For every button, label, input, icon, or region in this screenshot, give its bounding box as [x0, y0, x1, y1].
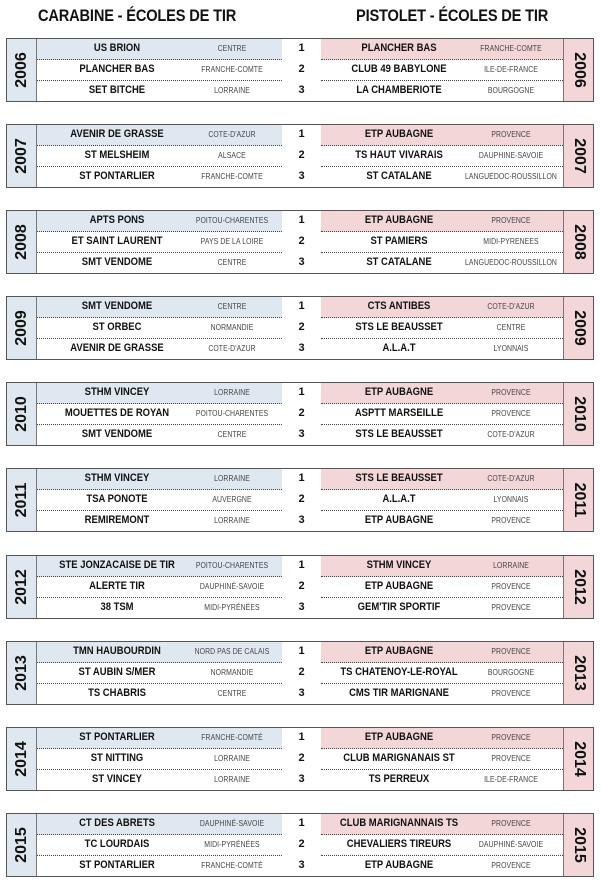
- carabine-region: LORRAINE: [214, 474, 250, 483]
- result-row: [37, 125, 563, 146]
- year-text: 2009: [12, 310, 30, 346]
- result-row: [37, 60, 563, 81]
- pistolet-club: ETP AUBAGNE: [364, 580, 434, 592]
- carabine-region: MIDI-PYRÉNÉES: [204, 603, 260, 612]
- year-text: 2013: [570, 655, 588, 691]
- year-label-left: [7, 125, 37, 187]
- pistolet-region: ILE-DE-FRANCE: [484, 65, 538, 74]
- pistolet-club: CHEVALIERS TIREURS: [346, 838, 452, 850]
- year-label-right: [563, 814, 593, 876]
- pistolet-entry: [321, 663, 565, 684]
- result-row: [37, 663, 563, 684]
- pistolet-region: PROVENCE: [491, 861, 531, 870]
- result-row: [37, 490, 563, 511]
- carabine-region: CENTRE: [217, 689, 247, 698]
- carabine-club: PLANCHER BAS: [79, 63, 155, 75]
- rank-number: 2: [298, 235, 305, 247]
- pistolet-club: ETP AUBAGNE: [364, 731, 434, 743]
- column-headers: [0, 6, 601, 32]
- result-row: [37, 211, 563, 232]
- year-label-right: [563, 469, 593, 531]
- carabine-entry: [37, 383, 282, 404]
- year-text: 2011: [12, 482, 30, 518]
- carabine-region: FRANCHE-COMTE: [201, 65, 263, 74]
- result-row: [37, 383, 563, 404]
- pistolet-region: FRANCHE-COMTE: [480, 44, 542, 53]
- pistolet-region: COTE-D'AZUR: [487, 430, 535, 439]
- pistolet-club: CLUB MARIGNANNAIS TS: [339, 817, 459, 829]
- carabine-region: NORMANDIE: [210, 323, 254, 332]
- pistolet-region: LANGUEDOC-ROUSSILLON: [465, 258, 557, 267]
- carabine-entry: [37, 60, 282, 81]
- carabine-club: STHM VINCEY: [84, 472, 150, 484]
- pistolet-region: PROVENCE: [491, 582, 531, 591]
- year-label-left: [7, 642, 37, 704]
- rank-number: 1: [298, 645, 305, 657]
- carabine-club: SMT VENDOME: [81, 256, 153, 268]
- result-row: [37, 81, 563, 102]
- carabine-club: ST VINCEY: [92, 773, 142, 785]
- pistolet-club: A.L.A.T: [382, 493, 416, 505]
- carabine-region: LORRAINE: [214, 516, 250, 525]
- carabine-club: MOUETTES DE ROYAN: [64, 407, 170, 419]
- carabine-club: TMN HAUBOURDIN: [73, 645, 161, 657]
- result-row: [37, 814, 563, 835]
- carabine-entry: [37, 425, 282, 446]
- pistolet-entry: [321, 835, 565, 856]
- pistolet-club: GEM'TIR SPORTIF: [357, 601, 441, 613]
- rank-number: 1: [298, 472, 305, 484]
- result-row: [37, 577, 563, 598]
- year-block: [6, 555, 594, 619]
- rank-number: 3: [298, 256, 305, 268]
- year-label-right: [563, 642, 593, 704]
- pistolet-club: STHM VINCEY: [366, 559, 432, 571]
- year-label-left: [7, 211, 37, 273]
- pistolet-region: PROVENCE: [491, 603, 531, 612]
- year-block: [6, 124, 594, 188]
- pistolet-region: LORRAINE: [493, 561, 529, 570]
- carabine-entry: [37, 835, 282, 856]
- result-row: [37, 232, 563, 253]
- pistolet-entry: [321, 577, 565, 598]
- result-row: [37, 297, 563, 318]
- carabine-club: TSA PONOTE: [86, 493, 148, 505]
- carabine-club: SET BITCHE: [88, 84, 146, 96]
- year-text: 2007: [12, 138, 30, 174]
- result-row: [37, 598, 563, 619]
- rank-number: 2: [298, 838, 305, 850]
- carabine-entry: [37, 318, 282, 339]
- carabine-entry: [37, 511, 282, 532]
- pistolet-entry: [321, 81, 565, 102]
- rank-number: 3: [298, 428, 305, 440]
- year-label-left: [7, 556, 37, 618]
- pistolet-entry: [321, 425, 565, 446]
- pistolet-club: ETP AUBAGNE: [364, 386, 434, 398]
- pistolet-entry: [321, 125, 565, 146]
- rank-number: 1: [298, 817, 305, 829]
- year-block: [6, 382, 594, 446]
- carabine-region: LORRAINE: [214, 388, 250, 397]
- carabine-entry: [37, 39, 282, 60]
- carabine-club: ALERTE TIR: [89, 580, 145, 592]
- pistolet-entry: [321, 211, 565, 232]
- pistolet-club: TS CHATENOY-LE-ROYAL: [340, 666, 458, 678]
- pistolet-entry: [321, 684, 565, 705]
- rank-number: 3: [298, 170, 305, 182]
- pistolet-entry: [321, 642, 565, 663]
- pistolet-region: PROVENCE: [491, 516, 531, 525]
- pistolet-region: PROVENCE: [491, 689, 531, 698]
- rank-number: 2: [298, 321, 305, 333]
- carabine-club: SMT VENDOME: [81, 300, 153, 312]
- result-row: [37, 856, 563, 877]
- pistolet-entry: [321, 728, 565, 749]
- pistolet-club: STS LE BEAUSSET: [355, 428, 443, 440]
- year-label-left: [7, 297, 37, 359]
- rank-number: 2: [298, 493, 305, 505]
- carabine-region: NORMANDIE: [210, 668, 254, 677]
- year-block: [6, 38, 594, 102]
- rank-number: 3: [298, 601, 305, 613]
- rank-number: 2: [298, 752, 305, 764]
- pistolet-entry: [321, 339, 565, 360]
- pistolet-entry: [321, 404, 565, 425]
- year-text: 2009: [570, 310, 588, 346]
- pistolet-entry: [321, 383, 565, 404]
- rank-number: 3: [298, 342, 305, 354]
- pistolet-entry: [321, 60, 565, 81]
- pistolet-club: ETP AUBAGNE: [364, 128, 434, 140]
- carabine-entry: [37, 146, 282, 167]
- year-text: 2015: [570, 827, 588, 863]
- carabine-entry: [37, 856, 282, 877]
- carabine-entry: [37, 598, 282, 619]
- carabine-club: ST ORBEC: [92, 321, 142, 333]
- result-row: [37, 728, 563, 749]
- carabine-region: PAYS DE LA LOIRE: [200, 237, 264, 246]
- carabine-entry: [37, 253, 282, 274]
- year-block: [6, 641, 594, 705]
- result-row: [37, 339, 563, 360]
- rank-number: 3: [298, 514, 305, 526]
- carabine-region: CENTRE: [217, 258, 247, 267]
- pistolet-entry: [321, 232, 565, 253]
- carabine-region: CENTRE: [217, 430, 247, 439]
- pistolet-region: PROVENCE: [491, 216, 531, 225]
- pistolet-region: BOURGOGNE: [487, 86, 535, 95]
- pistolet-region: PROVENCE: [491, 647, 531, 656]
- carabine-entry: [37, 814, 282, 835]
- result-row: [37, 425, 563, 446]
- carabine-club: ST PONTARLIER: [79, 170, 155, 182]
- year-text: 2012: [570, 569, 588, 605]
- carabine-entry: [37, 125, 282, 146]
- year-label-right: [563, 383, 593, 445]
- year-text: 2008: [570, 224, 588, 260]
- rank-number: 2: [298, 149, 305, 161]
- year-block: [6, 813, 594, 877]
- result-row: [37, 511, 563, 532]
- pistolet-club: CMS TIR MARIGNANE: [349, 687, 449, 699]
- pistolet-club: ST PAMIERS: [370, 235, 428, 247]
- pistolet-club: ETP AUBAGNE: [364, 645, 434, 657]
- pistolet-region: MIDI-PYRENEES: [483, 237, 539, 246]
- carabine-region: ALSACE: [218, 151, 246, 160]
- carabine-club: REMIREMONT: [84, 514, 150, 526]
- result-row: [37, 642, 563, 663]
- carabine-region: COTE-D'AZUR: [208, 130, 256, 139]
- carabine-region: LORRAINE: [214, 754, 250, 763]
- carabine-region: FRANCHE-COMTÉ: [201, 733, 263, 742]
- pistolet-entry: [321, 556, 565, 577]
- pistolet-entry: [321, 598, 565, 619]
- result-row: [37, 770, 563, 791]
- carabine-region: MIDI-PYRÉNÉES: [204, 840, 260, 849]
- year-block: [6, 468, 594, 532]
- pistolet-club: TS PERREUX: [368, 773, 430, 785]
- carabine-region: FRANCHE-COMTE: [201, 172, 263, 181]
- rank-number: 1: [298, 300, 305, 312]
- pistolet-region: PROVENCE: [491, 409, 531, 418]
- carabine-entry: [37, 577, 282, 598]
- year-text: 2006: [12, 52, 30, 88]
- carabine-club: ST AUBIN S/MER: [78, 666, 156, 678]
- year-label-right: [563, 39, 593, 101]
- year-label-right: [563, 125, 593, 187]
- year-text: 2012: [12, 569, 30, 605]
- pistolet-region: PROVENCE: [491, 130, 531, 139]
- pistolet-region: PROVENCE: [491, 733, 531, 742]
- pistolet-entry: [321, 770, 565, 791]
- pistolet-entry: [321, 511, 565, 532]
- carabine-entry: [37, 297, 282, 318]
- carabine-entry: [37, 167, 282, 188]
- pistolet-entry: [321, 749, 565, 770]
- carabine-region: LORRAINE: [214, 775, 250, 784]
- carabine-club: SMT VENDOME: [81, 428, 153, 440]
- carabine-club: ST NITTING: [90, 752, 144, 764]
- year-block: [6, 727, 594, 791]
- year-label-right: [563, 297, 593, 359]
- pistolet-region: LYONNAIS: [493, 344, 529, 353]
- rank-number: 1: [298, 214, 305, 226]
- carabine-entry: [37, 211, 282, 232]
- year-label-left: [7, 469, 37, 531]
- carabine-club: US BRION: [93, 42, 141, 54]
- rank-number: 3: [298, 687, 305, 699]
- pistolet-entry: [321, 146, 565, 167]
- pistolet-entry: [321, 490, 565, 511]
- year-text: 2013: [12, 655, 30, 691]
- rank-number: 1: [298, 559, 305, 571]
- pistolet-region: CENTRE: [496, 323, 526, 332]
- carabine-entry: [37, 404, 282, 425]
- carabine-club: CT DES ABRETS: [79, 817, 155, 829]
- pistolet-entry: [321, 253, 565, 274]
- year-label-right: [563, 728, 593, 790]
- carabine-entry: [37, 770, 282, 791]
- rank-number: 1: [298, 731, 305, 743]
- result-row: [37, 469, 563, 490]
- carabine-club: AVENIR DE GRASSE: [70, 128, 164, 140]
- carabine-region: CENTRE: [217, 44, 247, 53]
- pistolet-club: CTS ANTIBES: [367, 300, 431, 312]
- year-label-left: [7, 383, 37, 445]
- rank-number: 1: [298, 128, 305, 140]
- pistolet-region: PROVENCE: [491, 754, 531, 763]
- carabine-club: STE JONZACAISE DE TIR: [59, 559, 175, 571]
- carabine-club: 38 TSM: [100, 601, 134, 613]
- pistolet-club: ASPTT MARSEILLE: [354, 407, 444, 419]
- year-text: 2015: [12, 827, 30, 863]
- year-text: 2007: [570, 138, 588, 174]
- pistolet-region: PROVENCE: [491, 819, 531, 828]
- year-text: 2010: [570, 396, 588, 432]
- carabine-header: CARABINE - ÉCOLES DE TIR: [38, 6, 237, 25]
- pistolet-club: CLUB 49 BABYLONE: [351, 63, 447, 75]
- year-label-right: [563, 211, 593, 273]
- carabine-club: ST MELSHEIM: [84, 149, 150, 161]
- pistolet-entry: [321, 814, 565, 835]
- carabine-club: ST PONTARLIER: [79, 731, 155, 743]
- pistolet-club: CLUB MARIGNANAIS ST: [343, 752, 455, 764]
- carabine-region: COTE-D'AZUR: [208, 344, 256, 353]
- pistolet-entry: [321, 856, 565, 877]
- year-text: 2014: [12, 741, 30, 777]
- pistolet-region: BOURGOGNE: [487, 668, 535, 677]
- pistolet-region: LANGUEDOC-ROUSSILLON: [465, 172, 557, 181]
- year-text: 2011: [570, 482, 588, 518]
- carabine-region: DAUPHINÉ-SAVOIE: [199, 582, 265, 591]
- carabine-entry: [37, 232, 282, 253]
- pistolet-entry: [321, 167, 565, 188]
- pistolet-entry: [321, 39, 565, 60]
- carabine-entry: [37, 469, 282, 490]
- rank-number: 2: [298, 63, 305, 75]
- pistolet-region: DAUPHINÉ-SAVOIE: [478, 840, 544, 849]
- carabine-club: ET SAINT LAURENT: [71, 235, 163, 247]
- pistolet-region: LYONNAIS: [493, 495, 529, 504]
- rank-number: 3: [298, 859, 305, 871]
- carabine-entry: [37, 339, 282, 360]
- carabine-entry: [37, 749, 282, 770]
- pistolet-entry: [321, 469, 565, 490]
- pistolet-entry: [321, 297, 565, 318]
- pistolet-region: PROVENCE: [491, 388, 531, 397]
- carabine-region: NORD PAS DE CALAIS: [194, 647, 270, 656]
- carabine-entry: [37, 556, 282, 577]
- pistolet-club: STS LE BEAUSSET: [355, 321, 443, 333]
- pistolet-club: ETP AUBAGNE: [364, 514, 434, 526]
- year-block: [6, 296, 594, 360]
- carabine-club: STHM VINCEY: [84, 386, 150, 398]
- pistolet-entry: [321, 318, 565, 339]
- carabine-entry: [37, 663, 282, 684]
- carabine-region: POITOU-CHARENTES: [195, 216, 269, 225]
- year-label-right: [563, 556, 593, 618]
- pistolet-region: COTE-D'AZUR: [487, 474, 535, 483]
- pistolet-club: ETP AUBAGNE: [364, 214, 434, 226]
- carabine-club: AVENIR DE GRASSE: [70, 342, 164, 354]
- rank-number: 2: [298, 407, 305, 419]
- rank-number: 1: [298, 386, 305, 398]
- result-row: [37, 556, 563, 577]
- carabine-entry: [37, 642, 282, 663]
- result-row: [37, 318, 563, 339]
- result-row: [37, 146, 563, 167]
- carabine-entry: [37, 81, 282, 102]
- carabine-region: DAUPHINÉ-SAVOIE: [199, 819, 265, 828]
- year-block: [6, 210, 594, 274]
- year-text: 2014: [570, 741, 588, 777]
- carabine-club: TC LOURDAIS: [84, 838, 150, 850]
- year-label-left: [7, 728, 37, 790]
- carabine-region: POITOU-CHARENTES: [195, 561, 269, 570]
- pistolet-club: LA CHAMBERIOTE: [356, 84, 442, 96]
- result-row: [37, 167, 563, 188]
- result-row: [37, 39, 563, 60]
- carabine-region: LORRAINE: [214, 86, 250, 95]
- pistolet-club: STS LE BEAUSSET: [355, 472, 443, 484]
- rank-number: 2: [298, 666, 305, 678]
- pistolet-club: ST CATALANE: [366, 256, 432, 268]
- carabine-entry: [37, 684, 282, 705]
- pistolet-club: PLANCHER BAS: [361, 42, 437, 54]
- year-text: 2008: [12, 224, 30, 260]
- year-text: 2010: [12, 396, 30, 432]
- rank-number: 2: [298, 580, 305, 592]
- carabine-region: AUVERGNE: [212, 495, 252, 504]
- year-text: 2006: [570, 52, 588, 88]
- carabine-club: TS CHABRIS: [88, 687, 146, 699]
- pistolet-club: A.L.A.T: [382, 342, 416, 354]
- rank-number: 1: [298, 42, 305, 54]
- carabine-club: ST PONTARLIER: [79, 859, 155, 871]
- carabine-club: APTS PONS: [89, 214, 145, 226]
- carabine-entry: [37, 490, 282, 511]
- pistolet-region: COTE-D'AZUR: [487, 302, 535, 311]
- result-row: [37, 749, 563, 770]
- pistolet-header: PISTOLET - ÉCOLES DE TIR: [356, 6, 549, 25]
- pistolet-club: TS HAUT VIVARAIS: [355, 149, 443, 161]
- rank-number: 3: [298, 773, 305, 785]
- pistolet-region: ILE-DE-FRANCE: [484, 775, 538, 784]
- carabine-region: FRANCHE-COMTÉ: [201, 861, 263, 870]
- carabine-region: POITOU-CHARENTES: [195, 409, 269, 418]
- result-row: [37, 835, 563, 856]
- carabine-region: CENTRE: [217, 302, 247, 311]
- result-row: [37, 404, 563, 425]
- year-label-left: [7, 814, 37, 876]
- result-row: [37, 253, 563, 274]
- pistolet-club: ST CATALANE: [366, 170, 432, 182]
- year-label-left: [7, 39, 37, 101]
- pistolet-club: ETP AUBAGNE: [364, 859, 434, 871]
- pistolet-region: DAUPHINE-SAVOIE: [478, 151, 544, 160]
- rank-number: 3: [298, 84, 305, 96]
- result-row: [37, 684, 563, 705]
- carabine-entry: [37, 728, 282, 749]
